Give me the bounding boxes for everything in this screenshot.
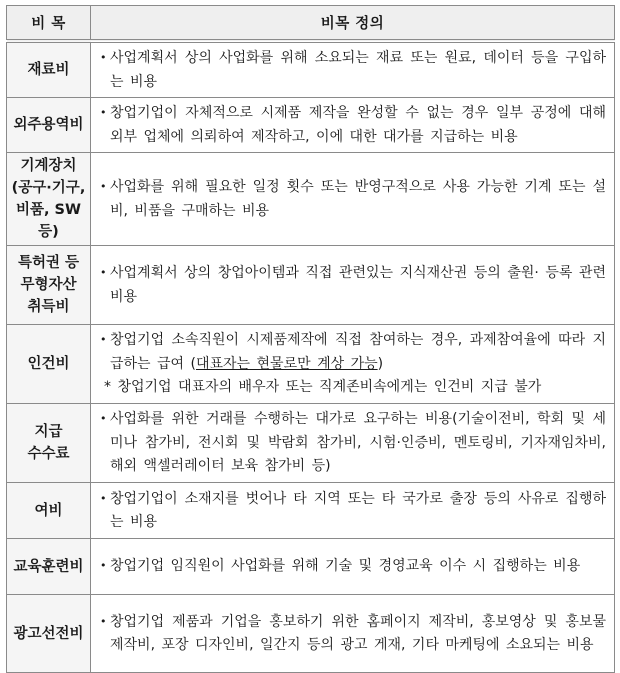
row-label-fees: 지급 수수료 xyxy=(7,404,91,483)
underlined-note: 대표자는 현물로만 계상 가능 xyxy=(195,355,378,372)
row-definition: • 사업계획서 상의 사업화를 위해 소요되는 재료 또는 원료, 데이터 등을 구입하는 비용 xyxy=(91,41,615,98)
row-definition: • 창업기업 임직원이 사업화를 위해 기술 및 경영교육 이수 시 집행하는 비용 xyxy=(91,539,615,595)
row-label-travel-expenses: 여비 xyxy=(7,483,91,539)
row-definition: • 사업화를 위해 필요한 일정 횟수 또는 반영구적으로 사용 가능한 기계 또는 설비, 비품을 구매하는 비용 xyxy=(91,153,615,246)
row-label-labor-cost: 인건비 xyxy=(7,325,91,404)
table-row xyxy=(7,325,615,404)
table-row xyxy=(7,404,615,483)
bullet-icon: • xyxy=(100,412,107,426)
row-label-material-cost: 재료비 xyxy=(7,41,91,98)
table-row xyxy=(7,595,615,673)
row-label-machinery: 기계장치 (공구·기구, 비품, SW 등) xyxy=(7,153,91,246)
table-row xyxy=(7,41,615,98)
row-definition: • 사업계획서 상의 창업아이템과 직접 관련있는 지식재산권 등의 출원· 등록 관련 비용 xyxy=(91,246,615,325)
bullet-icon: • xyxy=(100,559,107,573)
header-definition: 비목 정의 xyxy=(91,6,615,42)
table-row xyxy=(7,539,615,595)
table-row xyxy=(7,153,615,246)
row-definition: • 창업기업 소속직원이 시제품제작에 직접 참여하는 경우, 과제참여율에 따라 지급하는 급여 (대표자는 현물로만 계상 가능) * 창업기업 대표자의 배우자 또는 직계존비속에게는 인건비 지급 불가 xyxy=(91,325,615,404)
table-header-row xyxy=(7,6,615,42)
bullet-icon: • xyxy=(100,333,107,347)
row-label-advertising-cost: 광고선전비 xyxy=(7,595,91,673)
bullet-icon: • xyxy=(100,266,107,279)
row-definition: • 창업기업이 소재지를 벗어나 타 지역 또는 타 국가로 출장 등의 사유로 집행하는 비용 xyxy=(91,483,615,539)
bullet-icon: • xyxy=(100,106,107,119)
bullet-icon: • xyxy=(100,51,107,64)
bullet-icon: • xyxy=(100,180,107,193)
row-definition: • 창업기업이 자체적으로 시제품 제작을 완성할 수 없는 경우 일부 공정에 대해 외부 업체에 의뢰하여 제작하고, 이에 대한 대가를 지급하는 비용 xyxy=(91,98,615,153)
row-label-intangible-assets: 특허권 등 무형자산 취득비 xyxy=(7,246,91,325)
row-definition: • 사업화를 위한 거래를 수행하는 대가로 요구하는 비용(기술이전비, 학회 및 세미나 참가비, 전시회 및 박람회 참가비, 시험·인증비, 멘토링비, 기자재임차비, 해외 액셀러레이터 보육 참가비 등) xyxy=(91,404,615,483)
row-label-outsourcing-cost: 외주용역비 xyxy=(7,98,91,153)
table-row xyxy=(7,98,615,153)
header-item: 비 목 xyxy=(7,6,91,42)
row-definition: • 창업기업 제품과 기업을 홍보하기 위한 홈페이지 제작비, 홍보영상 및 홍보물 제작비, 포장 디자인비, 일간지 등의 광고 게재, 기타 마케팅에 소요되는 비용 xyxy=(91,595,615,673)
footnote: * 창업기업 대표자의 배우자 또는 직계존비속에게는 인건비 지급 불가 xyxy=(104,379,542,396)
table-row xyxy=(7,483,615,539)
bullet-icon: • xyxy=(100,491,107,505)
table-row xyxy=(7,246,615,325)
expense-category-table xyxy=(6,5,615,673)
row-label-training-cost: 교육훈련비 xyxy=(7,539,91,595)
bullet-icon: • xyxy=(100,614,107,628)
